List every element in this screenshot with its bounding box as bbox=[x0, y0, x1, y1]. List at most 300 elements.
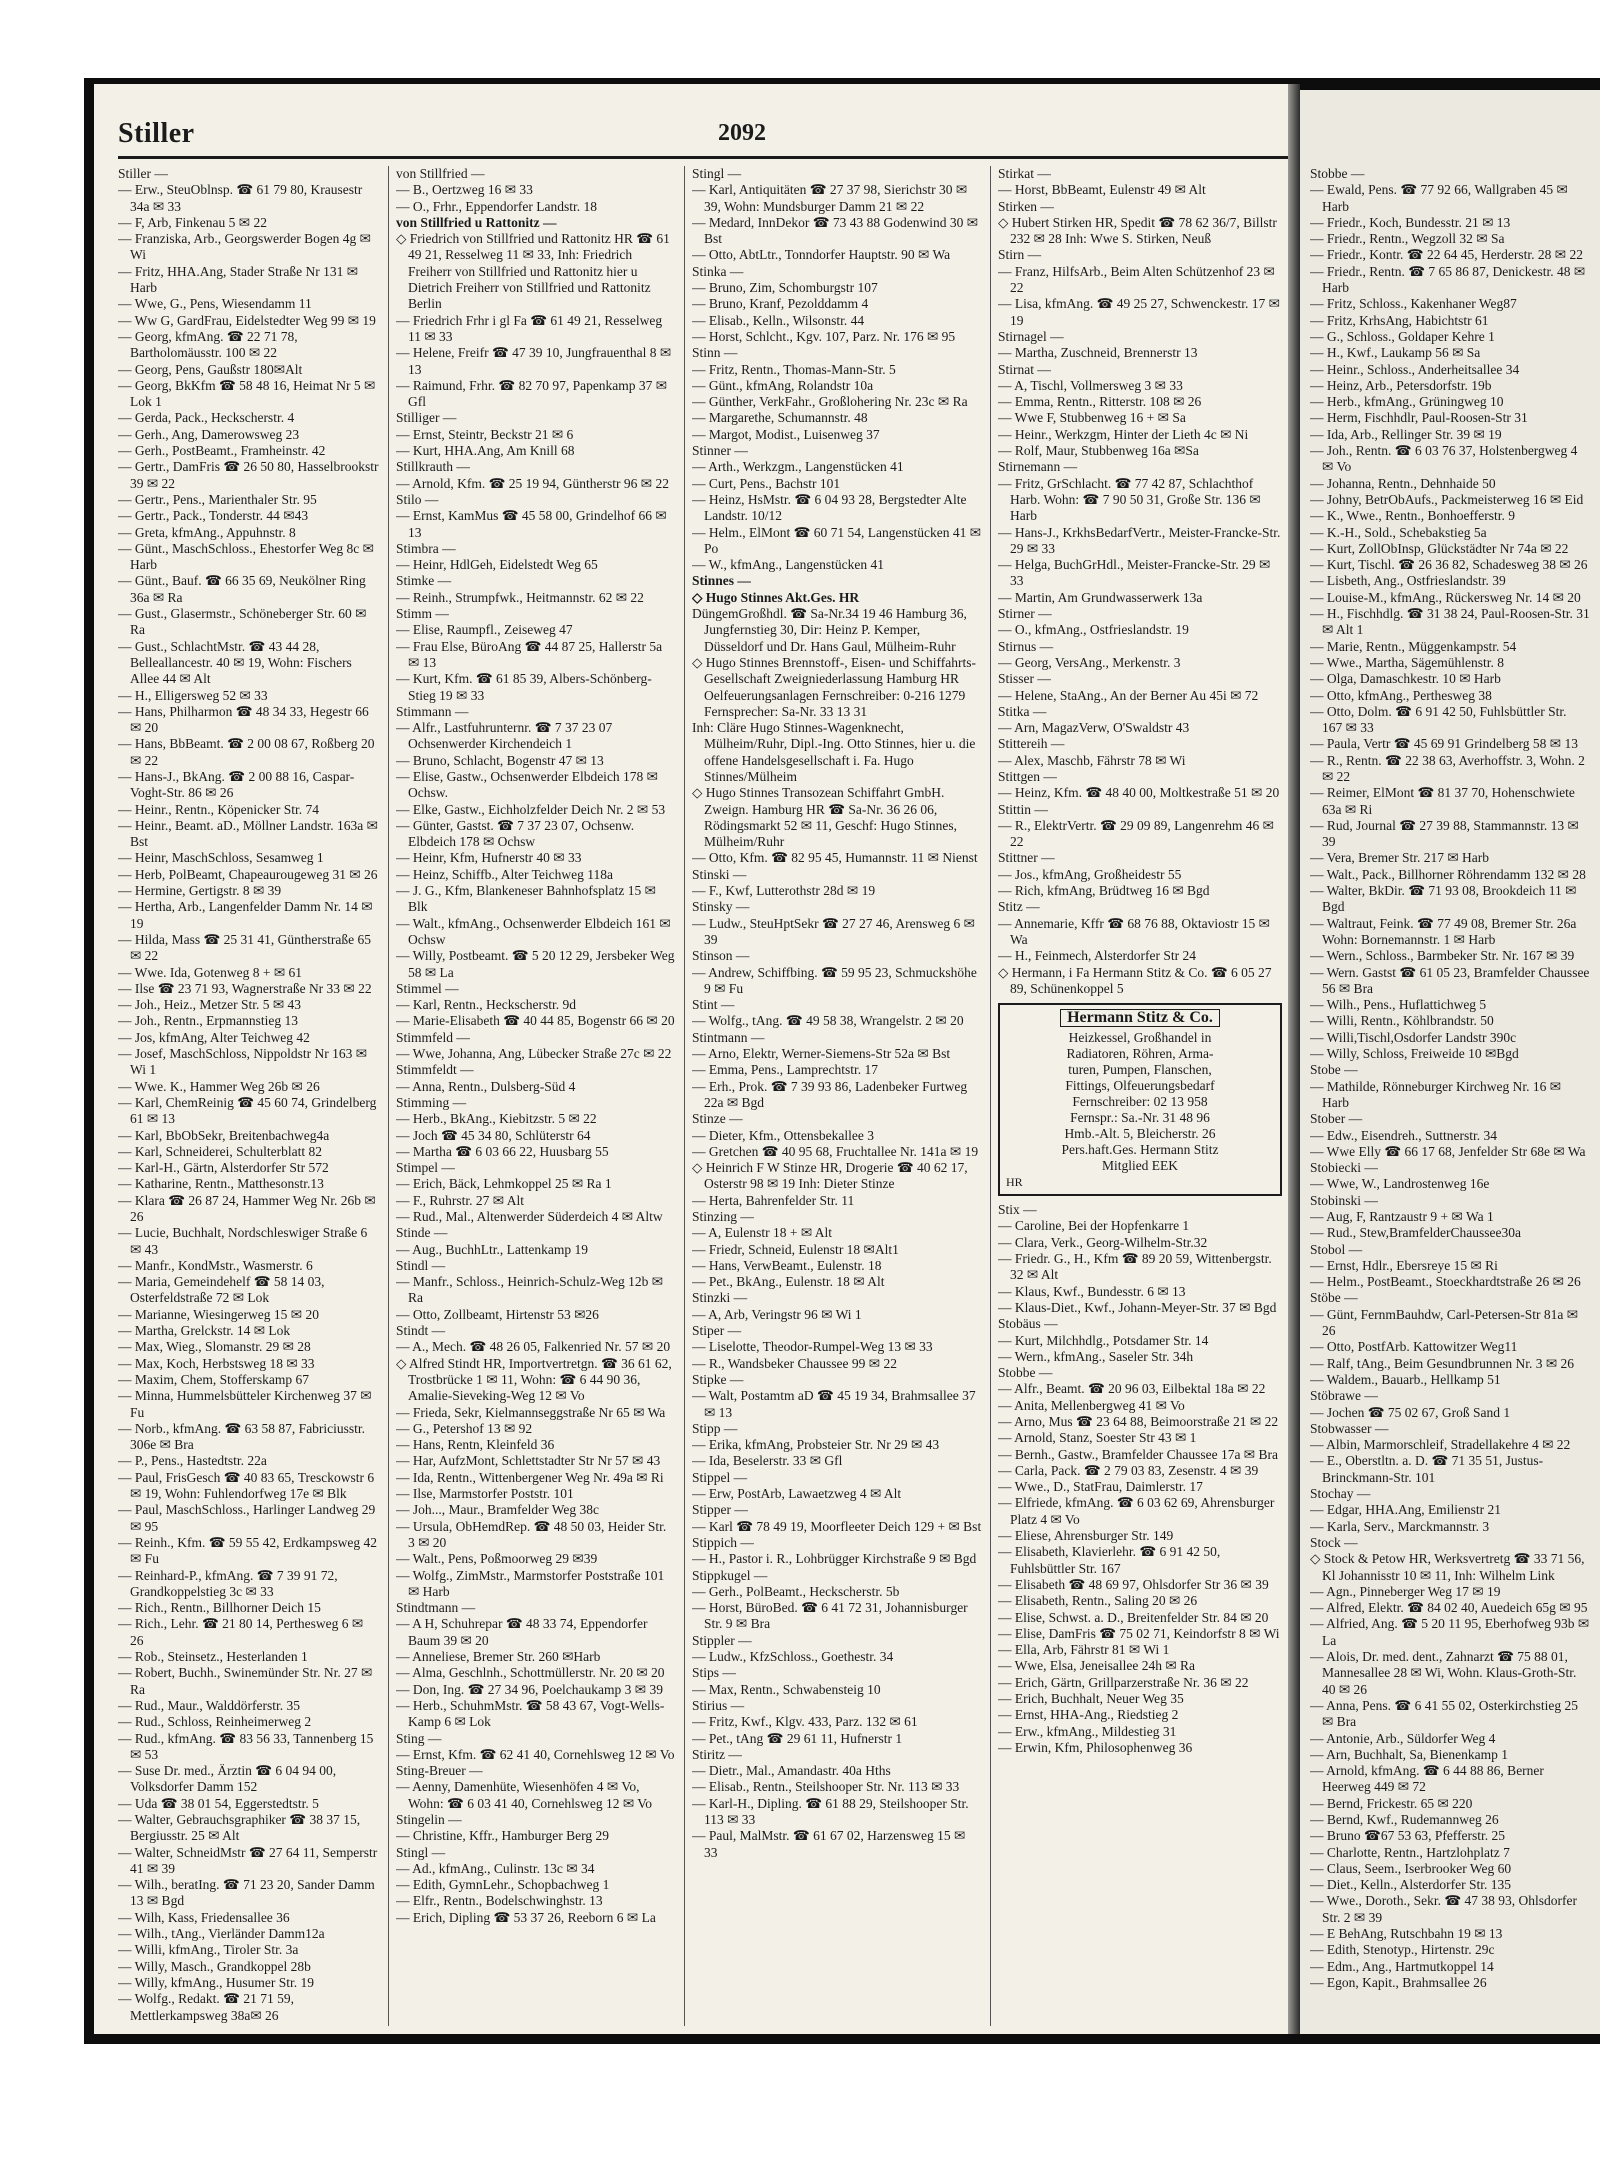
directory-entry: — Karl, BbObSekr, Breitenbachweg4a bbox=[118, 1127, 330, 1143]
directory-entry: ◇ Hermann, i Fa Hermann Stitz & Co. ☎ 6 05 27 89, Schünenkoppel 5 bbox=[998, 964, 1272, 996]
directory-entry: — Erwin, Kfm, Philosophenweg 36 bbox=[998, 1739, 1193, 1755]
directory-entry: — Wwe., Doroth., Sekr. ☎ 47 38 93, Ohlsdorfer Str. 2 ✉ 39 bbox=[1310, 1893, 1578, 1925]
directory-entry: — Walter, Gebrauchsgraphiker ☎ 38 37 15, Bergiusstr. 25 ✉ Alt bbox=[118, 1811, 361, 1844]
directory-entry: von Stillfried u Rattonitz — bbox=[396, 214, 557, 230]
advertisement-marker: HR bbox=[1006, 1175, 1023, 1190]
directory-entry: Stobol — bbox=[1310, 1241, 1363, 1257]
directory-entry: ◇ Hubert Stirken HR, Spedit ☎ 78 62 36/7, Billstr 232 ✉ 28 Inh: Wwe S. Stirken, Neuß bbox=[998, 214, 1277, 247]
directory-entry: — Otto, Kfm. ☎ 82 95 45, Humannstr. 11 ✉ Nienst bbox=[692, 850, 978, 866]
directory-entry: — Karla, Serv., Marckmannstr. 3 bbox=[1310, 1518, 1490, 1534]
column-3 bbox=[692, 166, 982, 2026]
directory-entry: — Wwe., D., StatFrau, Daimlerstr. 17 bbox=[998, 1479, 1203, 1495]
directory-entry: — Manfr., KondMstr., Wasmerstr. 6 bbox=[118, 1257, 313, 1273]
directory-entry: — Fritz, HHA.Ang, Stader Straße Nr 131 ✉ Harb bbox=[118, 263, 359, 296]
directory-entry: — Fritz, Schloss., Kakenhaner Weg87 bbox=[1310, 296, 1517, 312]
directory-entry: — Günt., MaschSchloss., Ehestorfer Weg 8c ✉ Harb bbox=[118, 540, 374, 573]
advertisement-line: Mitglied EEK bbox=[1101, 1158, 1179, 1174]
advertisement-title: Hermann Stitz & Co. bbox=[1060, 1009, 1220, 1027]
directory-entry: — H., Kwf., Laukamp 56 ✉ Sa bbox=[1310, 345, 1481, 361]
directory-entry: — Georg, VersAng., Merkenstr. 3 bbox=[998, 654, 1181, 670]
directory-entry: — G., Schloss., Goldaper Kehre 1 bbox=[1310, 328, 1495, 344]
directory-entry: Stirkat — bbox=[998, 166, 1051, 181]
directory-entry: Stindt — bbox=[396, 1323, 446, 1339]
directory-entry: — Erh., Prok. ☎ 7 39 93 86, Ladenbeker Furtweg 22a ✉ Bgd bbox=[692, 1078, 968, 1110]
directory-entry: — Horst, BüroBed. ☎ 6 41 72 31, Johannisburger Str. 9 ✉ Bra bbox=[692, 1600, 968, 1632]
directory-entry: — Elisab., Kelln., Wilsonstr. 44 bbox=[692, 312, 865, 328]
directory-entry: Stirnus — bbox=[998, 638, 1054, 654]
directory-entry: — Jochen ☎ 75 02 67, Groß Sand 1 bbox=[1310, 1404, 1511, 1420]
directory-entry: — Annemarie, Kffr ☎ 68 76 88, Oktaviostr 15 ✉ Wa bbox=[998, 915, 1270, 947]
directory-entry: Stimm — bbox=[396, 606, 449, 622]
page-header bbox=[118, 118, 1294, 158]
directory-entry: — Günt., Bauf. ☎ 66 35 69, Neukölner Ring 36a ✉ Ra bbox=[118, 573, 366, 605]
directory-entry: Stippler — bbox=[692, 1632, 752, 1648]
directory-entry: — Alma, Geschlnh., Schottmüllerstr. Nr. 20 ✉ 20 bbox=[396, 1665, 665, 1681]
directory-entry: Stittin — bbox=[998, 801, 1048, 817]
directory-entry: Stinski — bbox=[692, 866, 747, 882]
directory-entry: — Wern., kfmAng., Saseler Str. 34h bbox=[998, 1348, 1194, 1364]
directory-entry: — Ernst, Steintr, Beckstr 21 ✉ 6 bbox=[396, 426, 574, 442]
directory-entry: Stobinski — bbox=[1310, 1192, 1378, 1208]
directory-entry: — Ernst, HHA-Ang., Riedstieg 2 bbox=[998, 1707, 1179, 1723]
directory-entry: — Reinh., Strumpfwk., Heitmannstr. 62 ✉ 22 bbox=[396, 589, 644, 605]
directory-entry: Stinsky — bbox=[692, 899, 750, 915]
directory-entry: — Ludw., KfzSchloss., Goethestr. 34 bbox=[692, 1649, 894, 1665]
directory-entry: — Hertha, Arb., Langenfelder Damm Nr. 14 ✉ 19 bbox=[118, 899, 373, 931]
directory-entry: — Joh., Heiz., Metzer Str. 5 ✉ 43 bbox=[118, 997, 302, 1013]
directory-entry: — Georg, Pens, Gaußstr 180✉Alt bbox=[118, 361, 303, 377]
directory-entry: — Friedr. G., H., Kfm ☎ 89 20 59, Wittenbergstr. 32 ✉ Alt bbox=[998, 1251, 1272, 1283]
directory-entry: — Heinr., Rentn., Köpenicker Str. 74 bbox=[118, 801, 319, 817]
header-rule bbox=[118, 156, 1290, 159]
directory-entry: Stochay — bbox=[1310, 1486, 1371, 1502]
directory-entry: Stobiecki — bbox=[1310, 1160, 1378, 1176]
directory-entry: Stöbe — bbox=[1310, 1290, 1358, 1306]
directory-entry: — Kurt, ZollObInsp, Glückstädter Nr 74a ✉ 22 bbox=[1310, 540, 1569, 556]
directory-entry: — Norb., kfmAng. ☎ 63 58 87, Fabriciusstr. 306e ✉ Bra bbox=[118, 1420, 366, 1453]
page-gutter-shadow bbox=[1288, 84, 1300, 2034]
directory-entry: — Ida, Beselerstr. 33 ✉ Gfl bbox=[692, 1453, 843, 1469]
directory-entry: Stobbe — bbox=[998, 1365, 1053, 1381]
directory-entry: — Arno, Elektr, Werner-Siemens-Str 52a ✉ Bst bbox=[692, 1046, 951, 1062]
directory-entry: — Wern., Schloss., Barmbeker Str. Nr. 167 ✉ 39 bbox=[1310, 948, 1575, 964]
directory-entry: — Elise, Schwst. a. D., Breitenfelder Str. 84 ✉ 20 bbox=[998, 1609, 1269, 1625]
directory-entry: — Friedr., Rentn., Wegzoll 32 ✉ Sa bbox=[1310, 231, 1505, 247]
directory-entry: — Alfr., Lastfuhrunternr. ☎ 7 37 23 07 Ochsenwerder Kirchendeich 1 bbox=[396, 720, 613, 752]
directory-entry: — O., kfmAng., Ostfrieslandstr. 19 bbox=[998, 622, 1189, 638]
directory-entry: Sting-Breuer — bbox=[396, 1763, 483, 1779]
directory-entry: — Wwe, G., Pens, Wiesendamm 11 bbox=[118, 296, 312, 312]
directory-entry: Stimke — bbox=[396, 573, 452, 589]
directory-entry: — Helm., PostBeamt., Stoeckhardtstraße 26 ✉ 26 bbox=[1310, 1274, 1581, 1290]
directory-entry: — Franz, HilfsArb., Beim Alten Schützenhof 23 ✉ 22 bbox=[998, 263, 1275, 296]
directory-entry: — Bruno, Zim, Schomburgstr 107 bbox=[692, 280, 878, 296]
directory-entry: Stittner — bbox=[998, 850, 1055, 866]
directory-entry: — Wwe Elly ☎ 66 17 68, Jenfelder Str 68e ✉ Wa bbox=[1310, 1143, 1586, 1159]
directory-entry: Stindtmann — bbox=[396, 1600, 476, 1616]
directory-entry: — Arnold, kfmAng. ☎ 6 44 88 86, Berner Heerweg 449 ✉ 72 bbox=[1310, 1763, 1544, 1795]
directory-entry: — Waltraut, Feink. ☎ 77 49 08, Bremer Str. 26a Wohn: Bornemannstr. 1 ✉ Harb bbox=[1310, 915, 1577, 947]
directory-entry: — Greta, kfmAng., Appuhnstr. 8 bbox=[118, 524, 296, 540]
directory-entry: — Heinz, HsMstr. ☎ 6 04 93 28, Bergstedter Alte Landstr. 10/12 bbox=[692, 491, 967, 524]
directory-entry: — H., Pastor i. R., Lohbrügger Kirchstraße 9 ✉ Bgd bbox=[692, 1551, 977, 1567]
directory-entry: ◇ Hugo Stinnes Akt.Ges. HR bbox=[692, 589, 860, 605]
directory-entry: — A, Arb, Veringstr 96 ✉ Wi 1 bbox=[692, 1306, 862, 1322]
directory-entry: Stirner — bbox=[998, 606, 1052, 622]
directory-entry: Stinka — bbox=[692, 263, 744, 279]
directory-entry: — Alois, Dr. med. dent., Zahnarzt ☎ 75 88 01, Mannesallee 28 ✉ Wi, Wohn. Klaus-Groth-Str. 40 ✉ 26 bbox=[1310, 1649, 1577, 1697]
directory-entry: — Jos., kfmAng, Großheidestr 55 bbox=[998, 866, 1182, 882]
directory-entry: — Edw., Eisendreh., Suttnerstr. 34 bbox=[1310, 1127, 1497, 1143]
directory-entry: — Ernst, KamMus ☎ 45 58 00, Grindelhof 66 ✉ 13 bbox=[396, 508, 667, 540]
directory-entry: Stix — bbox=[998, 1202, 1037, 1218]
directory-entry: — Elisab., Rentn., Steilshooper Str. Nr. 113 ✉ 33 bbox=[692, 1779, 960, 1795]
directory-entry: — Carla, Pack. ☎ 2 79 03 83, Zesenstr. 4 ✉ 39 bbox=[998, 1462, 1259, 1478]
directory-entry: — Arn, Buchhalt, Sa, Bienenkamp 1 bbox=[1310, 1746, 1508, 1762]
directory-entry: Stinson — bbox=[692, 948, 750, 964]
directory-entry: — F., Ruhrstr. 27 ✉ Alt bbox=[396, 1192, 524, 1208]
directory-entry: — Vera, Bremer Str. 217 ✉ Harb bbox=[1310, 850, 1490, 866]
directory-entry: — Elisabeth, Klavierlehr. ☎ 6 91 42 50, Fuhlsbüttler Str. 167 bbox=[998, 1544, 1221, 1576]
directory-entry: ◇ Heinrich F W Stinze HR, Drogerie ☎ 40 62 17, Osterstr 98 ✉ 19 Inh: Dieter Stinze bbox=[692, 1160, 968, 1192]
directory-entry: — Pet., tAng ☎ 29 61 11, Hufnerstr 1 bbox=[692, 1730, 903, 1746]
directory-entry: — Aug, F, Rantzaustr 9 + ✉ Wa 1 bbox=[1310, 1209, 1494, 1224]
directory-entry: — Max, Wieg., Slomanstr. 29 ✉ 28 bbox=[118, 1339, 311, 1355]
directory-entry: Sting — bbox=[396, 1730, 442, 1746]
directory-entry: — Arnold, Kfm. ☎ 25 19 94, Güntherstr 96 ✉ 22 bbox=[396, 475, 669, 491]
directory-entry: — Gust., Glasermstr., Schöneberger Str. 60 ✉ Ra bbox=[118, 606, 367, 638]
directory-entry: — G., Petershof 13 ✉ 92 bbox=[396, 1420, 533, 1436]
directory-entry: — H., Fischhdlg. ☎ 31 38 24, Paul-Roosen-Str. 31 ✉ Alt 1 bbox=[1310, 606, 1590, 638]
directory-entry: — H., Feinmech, Alsterdorfer Str 24 bbox=[998, 948, 1196, 964]
directory-entry: — Herb., BkAng., Kiebitzstr. 5 ✉ 22 bbox=[396, 1111, 597, 1127]
directory-entry: — Agn., Pinneberger Weg 17 ✉ 19 bbox=[1310, 1583, 1501, 1599]
directory-entry: — Hilda, Mass ☎ 25 31 41, Güntherstraße 65 ✉ 22 bbox=[118, 931, 372, 964]
advertisement-line: turen, Pumpen, Flanschen, bbox=[1068, 1062, 1212, 1078]
directory-entry: — Alfried, Ang. ☎ 5 20 11 95, Eberhofweg 93b ✉ La bbox=[1310, 1616, 1590, 1648]
directory-entry: — A., Mech. ☎ 48 26 05, Falkenried Nr. 57 ✉ 20 bbox=[396, 1339, 671, 1355]
directory-entry: — Bernh., Gastw., Bramfelder Chaussee 17a ✉ Bra bbox=[998, 1446, 1278, 1462]
advertisement-line: Fernspr.: Sa.-Nr. 31 48 96 bbox=[1070, 1110, 1210, 1126]
directory-entry: — Wilh., beratIng. ☎ 71 23 20, Sander Damm 13 ✉ Bgd bbox=[118, 1877, 375, 1909]
directory-entry: — Alfr., Beamt. ☎ 20 96 03, Eilbektal 18a ✉ 22 bbox=[998, 1381, 1266, 1397]
directory-entry: — Klaus-Diet., Kwf., Johann-Meyer-Str. 37 ✉ Bgd bbox=[998, 1299, 1277, 1315]
directory-entry: — R., Wandsbeker Chaussee 99 ✉ 22 bbox=[692, 1355, 897, 1371]
directory-entry: — R., Rentn. ☎ 22 38 63, Averhoffstr. 3, Wohn. 2 ✉ 22 bbox=[1310, 752, 1585, 784]
directory-entry: — Aug., BuchhLtr., Lattenkamp 19 bbox=[396, 1241, 588, 1257]
directory-entry: Stinner — bbox=[692, 443, 748, 459]
directory-entry: — Willi, Rentn., Köhlbrandstr. 50 bbox=[1310, 1013, 1494, 1029]
directory-entry: — A H, Schuhrepar ☎ 48 33 74, Eppendorfer Baum 39 ✉ 20 bbox=[396, 1616, 648, 1648]
directory-entry: — Marie, Rentn., Müggenkampstr. 54 bbox=[1310, 638, 1517, 654]
directory-entry: Stirn — bbox=[998, 247, 1042, 263]
directory-entry: — Ernst, Kfm. ☎ 62 41 40, Cornehlsweg 12 ✉ Vo bbox=[396, 1746, 675, 1762]
directory-entry: — Friedr, Schneid, Eulenstr 18 ✉Alt1 bbox=[692, 1241, 899, 1257]
directory-entry: — Walt., Pens, Poßmoorweg 29 ✉39 bbox=[396, 1551, 598, 1567]
advertisement-line: Fittings, Olfeuerungsbedarf bbox=[1065, 1078, 1215, 1094]
directory-entry: — Elisabeth, Rentn., Saling 20 ✉ 26 bbox=[998, 1593, 1198, 1609]
directory-entry: — Reimer, ElMont ☎ 81 37 70, Hohenschwiete 63a ✉ Ri bbox=[1310, 785, 1575, 817]
directory-entry: — Max, Rentn., Schwabensteig 10 bbox=[692, 1681, 881, 1697]
directory-entry: — Clara, Verk., Georg-Wilhelm-Str.32 bbox=[998, 1234, 1208, 1250]
directory-entry: — Katharine, Rentn., Matthesonstr.13 bbox=[118, 1176, 324, 1192]
directory-entry: — Ludw., SteuHptSekr ☎ 27 27 46, Arensweg 6 ✉ 39 bbox=[692, 915, 975, 947]
directory-entry: — Caroline, Bei der Hopfenkarre 1 bbox=[998, 1218, 1190, 1234]
directory-entry: — Otto, AbtLtr., Tonndorfer Hauptstr. 90 ✉ Wa bbox=[692, 247, 951, 263]
directory-entry: — Rob., Steinsetz., Hesterlanden 1 bbox=[118, 1649, 308, 1665]
directory-entry: — Rud., Schloss, Reinheimerweg 2 bbox=[118, 1714, 312, 1730]
directory-entry: Inh: Cläre Hugo Stinnes-Wagenknecht, Mülheim/Ruhr, Dipl.-Ing. Otto Stinnes, hier u. die offene Handelsgesellschaft i. Fa. Hugo Stinnes/Mülheim bbox=[692, 720, 976, 784]
directory-entry: — Günt, FernmBauhdw, Carl-Petersen-Str 81a ✉ 26 bbox=[1310, 1306, 1579, 1339]
directory-entry: — Willy, kfmAng., Husumer Str. 19 bbox=[118, 1974, 314, 1990]
directory-entry: — Elise, Raumpfl., Zeiseweg 47 bbox=[396, 622, 573, 638]
directory-entry: — Joch ☎ 45 34 80, Schlüterstr 64 bbox=[396, 1127, 591, 1143]
directory-entry: — Anna, Pens. ☎ 6 41 55 02, Osterkirchstieg 25 ✉ Bra bbox=[1310, 1697, 1579, 1730]
directory-entry: — Herb, PolBeamt, Chapeaurougeweg 31 ✉ 26 bbox=[118, 866, 378, 882]
directory-entry: — Bruno, Schlacht, Bogenstr 47 ✉ 13 bbox=[396, 752, 604, 768]
directory-entry: Stips — bbox=[692, 1665, 736, 1681]
directory-entry: Stober — bbox=[1310, 1111, 1363, 1127]
directory-entry: Stittereih — bbox=[998, 736, 1065, 752]
column-divider bbox=[990, 166, 991, 2026]
directory-entry: — Heinr, HdlGeh, Eidelstedt Weg 65 bbox=[396, 557, 598, 573]
directory-entry: — Klara ☎ 26 87 24, Hammer Weg Nr. 26b ✉ 26 bbox=[118, 1192, 376, 1224]
column-2 bbox=[396, 166, 676, 2026]
directory-entry: Stobbe — bbox=[1310, 166, 1365, 181]
directory-entry: — Horst, Schlcht., Kgv. 107, Parz. Nr. 176 ✉ 95 bbox=[692, 328, 956, 344]
directory-entry: — Gretchen ☎ 40 95 68, Fruchtallee Nr. 141a ✉ 19 bbox=[692, 1143, 979, 1159]
directory-entry: — Erika, kfmAng, Probsteier Str. Nr 29 ✉ 43 bbox=[692, 1437, 940, 1453]
directory-entry: — Erich, Buchhalt, Neuer Weg 35 bbox=[998, 1691, 1184, 1707]
directory-entry: — Kurt, Milchhdlg., Potsdamer Str. 14 bbox=[998, 1332, 1209, 1348]
directory-entry: — Joh., Rentn., Erpmannstieg 13 bbox=[118, 1013, 298, 1029]
directory-entry: — Raimund, Frhr. ☎ 82 70 97, Papenkamp 37 ✉ Gfl bbox=[396, 377, 668, 410]
directory-entry: — Johny, BetrObAufs., Packmeisterweg 16 ✉ Eid bbox=[1310, 491, 1584, 507]
directory-entry: — Bruno, Kranf, Pezolddamm 4 bbox=[692, 296, 869, 312]
directory-entry: — Walter, BkDir. ☎ 71 93 08, Brookdeich 11 ✉ Bgd bbox=[1310, 883, 1577, 915]
directory-entry: — E BehAng, Rutschbahn 19 ✉ 13 bbox=[1310, 1926, 1503, 1942]
directory-entry: — Elise, DamFris ☎ 75 02 71, Keindorfstr 8 ✉ Wi bbox=[998, 1625, 1280, 1641]
directory-entry: — Paula, Vertr ☎ 45 69 91 Grindelberg 58 ✉ 13 bbox=[1310, 736, 1578, 752]
directory-entry: — Anna, Rentn., Dulsberg-Süd 4 bbox=[396, 1078, 576, 1094]
directory-entry: — Karl, Antiquitäten ☎ 27 37 98, Sierichstr 30 ✉ 39, Wohn: Mundsburger Damm 21 ✉ 22 bbox=[692, 182, 968, 214]
directory-entry: — Emma, Pens., Lamprechtstr. 17 bbox=[692, 1062, 878, 1078]
directory-entry: — Otto, kfmAng., Perthesweg 38 bbox=[1310, 687, 1492, 703]
directory-entry: — Klaus, Kwf., Bundesstr. 6 ✉ 13 bbox=[998, 1283, 1186, 1299]
directory-entry: — Wwe. K., Hammer Weg 26b ✉ 26 bbox=[118, 1078, 320, 1094]
directory-entry: — Maxim, Chem, Stofferskamp 67 bbox=[118, 1371, 309, 1387]
directory-entry: Stindl — bbox=[396, 1257, 446, 1273]
directory-entry: — Martha, Zuschneid, Brennerstr 13 bbox=[998, 345, 1198, 361]
directory-entry: Stint — bbox=[692, 997, 735, 1013]
directory-entry: Stipper — bbox=[692, 1502, 748, 1518]
directory-entry: — Herb., SchuhmMstr. ☎ 58 43 67, Vogt-Wells-Kamp 6 ✉ Lok bbox=[396, 1697, 665, 1730]
directory-entry: — Heinr., Werkzgm, Hinter der Lieth 4c ✉ Ni bbox=[998, 426, 1249, 442]
directory-entry: — Ewald, Pens. ☎ 77 92 66, Wallgraben 45 ✉ Harb bbox=[1310, 182, 1568, 214]
directory-entry: — Wwe, Elsa, Jeneisallee 24h ✉ Ra bbox=[998, 1658, 1196, 1674]
directory-entry: Stingl — bbox=[692, 166, 742, 181]
directory-entry: Stiper — bbox=[692, 1323, 742, 1339]
directory-entry: — Ilse, Marmstorfer Poststr. 101 bbox=[396, 1486, 574, 1502]
directory-entry: Stirius — bbox=[692, 1697, 745, 1713]
column-divider bbox=[388, 166, 389, 2026]
directory-entry: DüngemGroßhdl. ☎ Sa-Nr.34 19 46 Hamburg 36, Jungfernstieg 30, Dir: Heinz P. Kemper, Düsseldorf und Dr. Hans Gaul, Mülheim-Ruhr bbox=[692, 606, 967, 654]
directory-entry: — Walt, Postamtm aD ☎ 45 19 34, Brahmsallee 37 ✉ 13 bbox=[692, 1388, 976, 1420]
directory-entry: — Ww G, GardFrau, Eidelstedter Weg 99 ✉ 19 bbox=[118, 312, 376, 328]
directory-entry: — Hans, VerwBeamt., Eulenstr. 18 bbox=[692, 1257, 882, 1273]
directory-entry: — Rud., kfmAng. ☎ 83 56 33, Tannenberg 15 ✉ 53 bbox=[118, 1730, 374, 1762]
directory-entry: — Walter, SchneidMstr ☎ 27 64 11, Semperstr 41 ✉ 39 bbox=[118, 1844, 378, 1876]
advertisement-line: Fernschreiber: 02 13 958 bbox=[1072, 1094, 1208, 1110]
directory-entry: — Paul, MaschSchloss., Harlinger Landweg 29 ✉ 95 bbox=[118, 1502, 376, 1534]
directory-entry: — Arn, MagazVerw, O'Swaldstr 43 bbox=[998, 720, 1190, 736]
directory-entry: Stimmfeld — bbox=[396, 1029, 470, 1045]
directory-entry: Stisser — bbox=[998, 671, 1051, 687]
directory-entry: ◇ Hugo Stinnes Transozean Schiffahrt GmbH. Zweign. Hamburg HR ☎ Sa-Nr. 36 26 06, Rödingsmarkt 52 ✉ 11, Geschf: Hugo Stinnes, Mülheim/Ruhr bbox=[692, 785, 958, 850]
directory-entry: — Claus, Seem., Iserbrooker Weg 60 bbox=[1310, 1860, 1512, 1876]
directory-entry: — Maria, Gemeindehelf ☎ 58 14 03, Osterfeldstraße 72 ✉ Lok bbox=[118, 1274, 325, 1306]
directory-entry: — Elise, Gastw., Ochsenwerder Elbdeich 178 ✉ Ochsw. bbox=[396, 768, 658, 801]
directory-entry: — Herb., kfmAng., Grüningweg 10 bbox=[1310, 394, 1504, 410]
directory-entry: — Heinr, MaschSchloss, Sesamweg 1 bbox=[118, 850, 324, 866]
directory-entry: — Martha, Grelckstr. 14 ✉ Lok bbox=[118, 1323, 291, 1339]
directory-entry: — Arno, Mus ☎ 23 64 88, Beimoorstraße 21 ✉ 22 bbox=[998, 1414, 1279, 1429]
adjacent-page bbox=[1300, 90, 1600, 2034]
directory-entry: Stittgen — bbox=[998, 768, 1057, 784]
directory-entry: — Helm., ElMont ☎ 60 71 54, Langenstücken 41 ✉ Po bbox=[692, 524, 982, 556]
directory-entry: — Erw, PostArb, Lawaetzweg 4 ✉ Alt bbox=[692, 1486, 902, 1502]
directory-entry: — Gertr., Pack., Tonderstr. 44 ✉43 bbox=[118, 508, 309, 524]
directory-entry: — Robert, Buchh., Swinemünder Str. Nr. 27 ✉ Ra bbox=[118, 1665, 373, 1697]
directory-entry: — Paul, FrisGesch ☎ 40 83 65, Tresckowstr 6 ✉ 19, Wohn: Fuhlendorfweg 17e ✉ Blk bbox=[118, 1469, 375, 1502]
directory-entry: — Marianne, Wiesingerweg 15 ✉ 20 bbox=[118, 1306, 319, 1322]
directory-entry: — Herm, Fischhdlr, Paul-Roosen-Str 31 bbox=[1310, 410, 1528, 426]
directory-entry: Stirken — bbox=[998, 198, 1054, 214]
directory-entry: — Franziska, Arb., Georgswerder Bogen 4g ✉ Wi bbox=[118, 231, 371, 263]
directory-entry: — Anneliese, Bremer Str. 260 ✉Harb bbox=[396, 1649, 601, 1665]
directory-entry: — Lisa, kfmAng. ☎ 49 25 27, Schwenckestr. 17 ✉ 19 bbox=[998, 296, 1280, 328]
column-divider bbox=[684, 166, 685, 2026]
directory-entry: — Wilh, Kass, Friedensallee 36 bbox=[118, 1909, 290, 1925]
directory-entry: — Gerh., PolBeamt., Heckscherstr. 5b bbox=[692, 1583, 900, 1599]
directory-entry: — Edm., Ang., Hartmutkoppel 14 bbox=[1310, 1958, 1494, 1974]
directory-entry: — Hans, BbBeamt. ☎ 2 00 08 67, Roßberg 20 ✉ 22 bbox=[118, 736, 375, 768]
directory-entry: — Wilh., Pens., Huflattichweg 5 bbox=[1310, 997, 1487, 1013]
directory-entry: — Hans-J., BkAng. ☎ 2 00 88 16, Caspar-Voght-Str. 86 ✉ 26 bbox=[118, 768, 355, 801]
directory-entry: — Johanna, Rentn., Dehnhaide 50 bbox=[1310, 475, 1496, 491]
directory-entry: — Alfred, Elektr. ☎ 84 02 40, Auedeich 65g ✉ 95 bbox=[1310, 1600, 1588, 1616]
directory-entry: Stinnes — bbox=[692, 573, 751, 589]
directory-entry: — Emma, Rentn., Ritterstr. 108 ✉ 26 bbox=[998, 394, 1202, 410]
directory-entry: Stimbra — bbox=[396, 540, 456, 556]
running-head-name: Stiller bbox=[118, 118, 195, 149]
directory-entry: — Max, Koch, Herbstsweg 18 ✉ 33 bbox=[118, 1355, 315, 1371]
directory-entry: — Rud., Mal., Altenwerder Süderdeich 4 ✉ Altw bbox=[396, 1209, 663, 1224]
directory-entry: — Eliese, Ahrensburger Str. 149 bbox=[998, 1528, 1174, 1544]
directory-entry: — Hans-J., KrkhsBedarfVertr., Meister-Francke-Str. 29 ✉ 33 bbox=[998, 524, 1281, 556]
directory-entry: — Rud., Stew,BramfelderChaussee30a bbox=[1310, 1225, 1521, 1241]
directory-entry: Stimming — bbox=[396, 1094, 467, 1110]
directory-entry: — Georg, BkKfm ☎ 58 48 16, Heimat Nr 5 ✉ Lok 1 bbox=[118, 377, 376, 410]
directory-entry: — Erw., kfmAng., Mildestieg 31 bbox=[998, 1723, 1177, 1739]
directory-entry: — Dieter, Kfm., Ottensbekallee 3 bbox=[692, 1127, 875, 1143]
directory-entry: Stintmann — bbox=[692, 1029, 765, 1045]
directory-entry: Stitz — bbox=[998, 899, 1040, 915]
directory-entry: — Dietr., Mal., Amandastr. 40a Hths bbox=[692, 1763, 891, 1779]
directory-page bbox=[94, 84, 1294, 2034]
directory-entry: — Fritz, GrSchlacht. ☎ 77 42 87, Schlachthof Harb. Wohn: ☎ 7 90 50 31, Große Str. 136 ✉ Harb bbox=[998, 475, 1261, 524]
directory-entry: — Frau Else, BüroAng ☎ 44 87 25, Hallerstr 5a ✉ 13 bbox=[396, 638, 663, 670]
directory-entry: — W., kfmAng., Langenstücken 41 bbox=[692, 557, 884, 573]
directory-entry: — Otto, PostfArb. Kattowitzer Weg11 bbox=[1310, 1339, 1518, 1355]
directory-entry: — Günter, Gastst. ☎ 7 37 23 07, Ochsenw. Elbdeich 178 ✉ Ochsw bbox=[396, 817, 635, 850]
directory-entry: — Wwe F, Stubbenweg 16 + ✉ Sa bbox=[998, 410, 1186, 426]
directory-entry: — Ralf, tAng., Beim Gesundbrunnen Nr. 3 ✉ 26 bbox=[1310, 1355, 1575, 1371]
directory-entry: — Gerh., PostBeamt., Framheinstr. 42 bbox=[118, 443, 326, 459]
directory-entry: — R., ElektrVertr. ☎ 29 09 89, Langenrehm 46 ✉ 22 bbox=[998, 817, 1274, 850]
directory-entry: Stilliger — bbox=[396, 410, 457, 426]
directory-entry: — Liselotte, Theodor-Rumpel-Weg 13 ✉ 33 bbox=[692, 1339, 933, 1355]
directory-entry: — Rich, kfmAng, Brüdtweg 16 ✉ Bgd bbox=[998, 883, 1210, 899]
directory-entry: — F, Arb, Finkenau 5 ✉ 22 bbox=[118, 214, 267, 230]
directory-entry: — Heinz, Kfm. ☎ 48 40 00, Moltkestraße 51 ✉ 20 bbox=[998, 785, 1280, 801]
directory-entry: — Martin, Am Grundwasserwerk 13a bbox=[998, 589, 1203, 605]
directory-entry: — Fritz, Rentn., Thomas-Mann-Str. 5 bbox=[692, 361, 896, 377]
directory-entry: — Aenny, Damenhüte, Wiesenhöfen 4 ✉ Vo, Wohn: ☎ 6 03 41 40, Cornehlsweg 12 ✉ Vo bbox=[396, 1779, 653, 1811]
directory-entry: Stiritz — bbox=[692, 1746, 742, 1762]
directory-entry: ◇ Alfred Stindt HR, Importvertretgn. ☎ 36 61 62, Trostbrücke 1 ✉ 11, Wohn: ☎ 6 44 90 36, Amalie-Sieveking-Weg 12 ✉ Vo bbox=[396, 1355, 672, 1404]
directory-entry: — Rolf, Maur, Stubbenweg 16a ✉Sa bbox=[998, 443, 1199, 459]
directory-entry: — Waldem., Bauarb., Hellkamp 51 bbox=[1310, 1371, 1501, 1387]
directory-entry: — Uda ☎ 38 01 54, Eggerstedtstr. 5 bbox=[118, 1795, 319, 1811]
directory-entry: — Joh., Rentn. ☎ 6 03 76 37, Holstenbergweg 4 ✉ Vo bbox=[1310, 443, 1578, 475]
directory-entry: — Willy, Schloss, Freiweide 10 ✉Bgd bbox=[1310, 1046, 1519, 1062]
directory-entry: — Diet., Kelln., Alsterdorfer Str. 135 bbox=[1310, 1877, 1511, 1893]
directory-entry: — Margarethe, Schumannstr. 48 bbox=[692, 410, 868, 426]
directory-entry: — Erw., SteuOblnsp. ☎ 61 79 80, Krausestr 34a ✉ 33 bbox=[118, 182, 363, 214]
advertisement-line: Hmb.-Alt. 5, Bleicherstr. 26 bbox=[1064, 1126, 1216, 1142]
directory-entry: — Karl-H., Gärtn, Alsterdorfer Str 572 bbox=[118, 1160, 329, 1176]
directory-entry: — Har, AufzMont, Schlettstadter Str Nr 57 ✉ 43 bbox=[396, 1453, 661, 1469]
directory-entry: — Wern. Gastst ☎ 61 05 23, Bramfelder Chaussee 56 ✉ Bra bbox=[1310, 964, 1590, 996]
directory-entry: — Rich., Lehr. ☎ 21 80 14, Perthesweg 6 ✉ 26 bbox=[118, 1616, 364, 1648]
directory-entry: von Stillfried — bbox=[396, 166, 485, 181]
directory-entry: — Kurt, Kfm. ☎ 61 85 39, Albers-Schönberg-Stieg 19 ✉ 33 bbox=[396, 671, 652, 703]
directory-entry: — Charlotte, Rentn., Hartzlohplatz 7 bbox=[1310, 1844, 1510, 1860]
directory-entry: — Edgar, HHA.Ang, Emilienstr 21 bbox=[1310, 1502, 1502, 1518]
directory-entry: — Jos, kfmAng, Alter Teichweg 42 bbox=[118, 1029, 310, 1045]
directory-entry: — F., Kwf, Lutterothstr 28d ✉ 19 bbox=[692, 883, 876, 899]
directory-entry: — Gertr., Pens., Marienthaler Str. 95 bbox=[118, 491, 317, 507]
directory-entry: — Alex, Maschb, Fährstr 78 ✉ Wi bbox=[998, 752, 1186, 768]
directory-entry: — Otto, Zollbeamt, Hirtenstr 53 ✉26 bbox=[396, 1306, 599, 1322]
directory-entry: Stillkrauth — bbox=[396, 459, 470, 475]
directory-entry: — Martha ☎ 6 03 66 22, Huusbarg 55 bbox=[396, 1143, 609, 1159]
directory-entry: — J. G., Kfm, Blankeneser Bahnhofsplatz 15 ✉ Blk bbox=[396, 883, 656, 915]
directory-entry: — Mathilde, Rönneburger Kirchweg Nr. 16 ✉ Harb bbox=[1310, 1078, 1562, 1110]
directory-entry: Stimmann — bbox=[396, 703, 469, 719]
directory-entry: Stingl — bbox=[396, 1844, 446, 1860]
directory-entry: Stitka — bbox=[998, 703, 1047, 719]
directory-entry: — Helene, Freifr ☎ 47 39 10, Jungfrauenthal 8 ✉ 13 bbox=[396, 345, 672, 377]
directory-entry: — Erich, Gärtn, Grillparzerstraße Nr. 36 ✉ 22 bbox=[998, 1674, 1249, 1690]
directory-entry: — Willi, kfmAng., Tiroler Str. 3a bbox=[118, 1942, 299, 1958]
directory-entry: — Olga, Damaschkestr. 10 ✉ Harb bbox=[1310, 671, 1501, 687]
directory-entry: Stinze — bbox=[692, 1111, 743, 1127]
directory-entry: — Suse Dr. med., Ärztin ☎ 6 04 94 00, Volksdorfer Damm 152 bbox=[118, 1763, 337, 1795]
directory-entry: — Anita, Mellenbergweg 41 ✉ Vo bbox=[998, 1397, 1185, 1413]
directory-entry: — Ida, Arb., Rellinger Str. 39 ✉ 19 bbox=[1310, 426, 1502, 442]
